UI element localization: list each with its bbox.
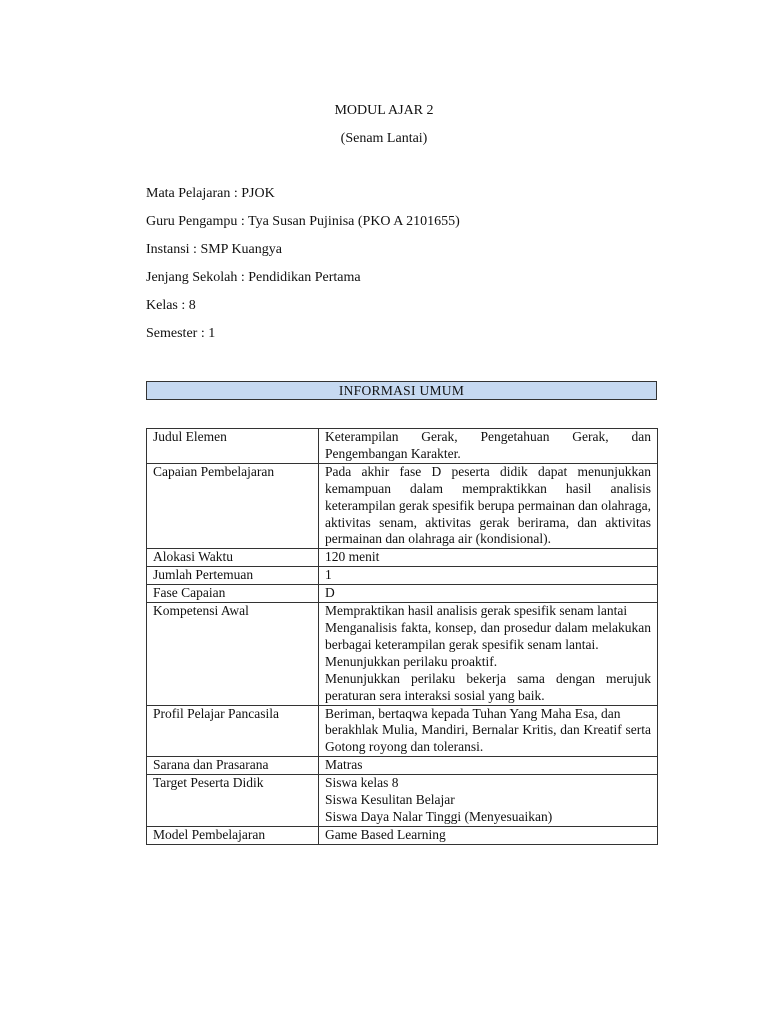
row-value-line: Menunjukkan perilaku proaktif. [325, 653, 498, 669]
row-value [319, 567, 658, 585]
document-title: MODUL AJAR 2 [334, 103, 434, 118]
row-value-line: Menganalisis fakta, konsep, dan prosedur dalam melakukan berbagai keterampilan gerak spesifik senam lantai. [325, 619, 651, 652]
row-value-line: berakhlak Mulia, Mandiri, Bernalar Kritis, dan Kreatif serta Gotong royong dan toleransi. [325, 722, 651, 755]
meta-subject: Mata Pelajaran : PJOK [146, 186, 275, 201]
row-value [319, 549, 658, 567]
row-value [319, 463, 658, 549]
row-value-line: Siswa kelas 8 [325, 775, 399, 791]
section-header-general-info: INFORMASI UMUM [146, 381, 657, 400]
meta-teacher: Guru Pengampu : Tya Susan Pujinisa (PKO A 2101655) [146, 214, 460, 229]
row-key: Sarana dan Prasarana [147, 757, 319, 775]
row-value [319, 826, 658, 844]
table-row [147, 549, 658, 567]
row-value-line: Pada akhir fase D peserta didik dapat menunjukkan kemampuan dalam mempraktikkan hasil analisis keterampilan gerak spesifik berupa permainan dan olahraga, aktivitas senam, aktivitas gerak berirama, dan aktivitas permainan dan olahraga air (kondisional). [325, 463, 651, 547]
row-value [319, 757, 658, 775]
table-row [147, 757, 658, 775]
row-value [319, 429, 658, 464]
row-key: Judul Elemen [147, 429, 319, 464]
document-subtitle: (Senam Lantai) [340, 131, 428, 146]
row-value-line: 120 menit [325, 549, 380, 565]
row-value-line: 1 [325, 567, 332, 583]
row-value-line: Menunjukkan perilaku bekerja sama dengan merujuk peraturan sera interaksi sosial yang baik. [325, 670, 651, 703]
table-row [147, 705, 658, 757]
row-key: Fase Capaian [147, 585, 319, 603]
row-value-line: Beriman, bertaqwa kepada Tuhan Yang Maha Esa, dan [325, 705, 621, 721]
meta-institution: Instansi : SMP Kuangya [146, 242, 282, 257]
row-value-line: Matras [325, 757, 363, 773]
row-value [319, 603, 658, 705]
row-value-line: Mempraktikan hasil analisis gerak spesifik senam lantai [325, 603, 628, 619]
row-key: Capaian Pembelajaran [147, 463, 319, 549]
row-value-line: Keterampilan Gerak, Pengetahuan Gerak, dan Pengembangan Karakter. [325, 429, 651, 461]
row-key: Profil Pelajar Pancasila [147, 705, 319, 757]
table-row [147, 463, 658, 549]
row-value [319, 585, 658, 603]
table-row [147, 585, 658, 603]
table-row [147, 603, 658, 705]
meta-semester: Semester : 1 [146, 326, 216, 341]
general-info-table [146, 428, 658, 845]
row-value-line: Siswa Daya Nalar Tinggi (Menyesuaikan) [325, 808, 553, 824]
row-key: Kompetensi Awal [147, 603, 319, 705]
row-key: Jumlah Pertemuan [147, 567, 319, 585]
table-row [147, 567, 658, 585]
row-key: Alokasi Waktu [147, 549, 319, 567]
row-value-line: Game Based Learning [325, 826, 446, 842]
table-row [147, 826, 658, 844]
table-row [147, 429, 658, 464]
row-value [319, 705, 658, 757]
row-value-line: Siswa Kesulitan Belajar [325, 792, 455, 808]
meta-school-level: Jenjang Sekolah : Pendidikan Pertama [146, 270, 361, 285]
row-value [319, 775, 658, 827]
row-value-line: D [325, 585, 335, 601]
meta-class: Kelas : 8 [146, 298, 196, 313]
row-key: Model Pembelajaran [147, 826, 319, 844]
row-key: Target Peserta Didik [147, 775, 319, 827]
table-row [147, 775, 658, 827]
